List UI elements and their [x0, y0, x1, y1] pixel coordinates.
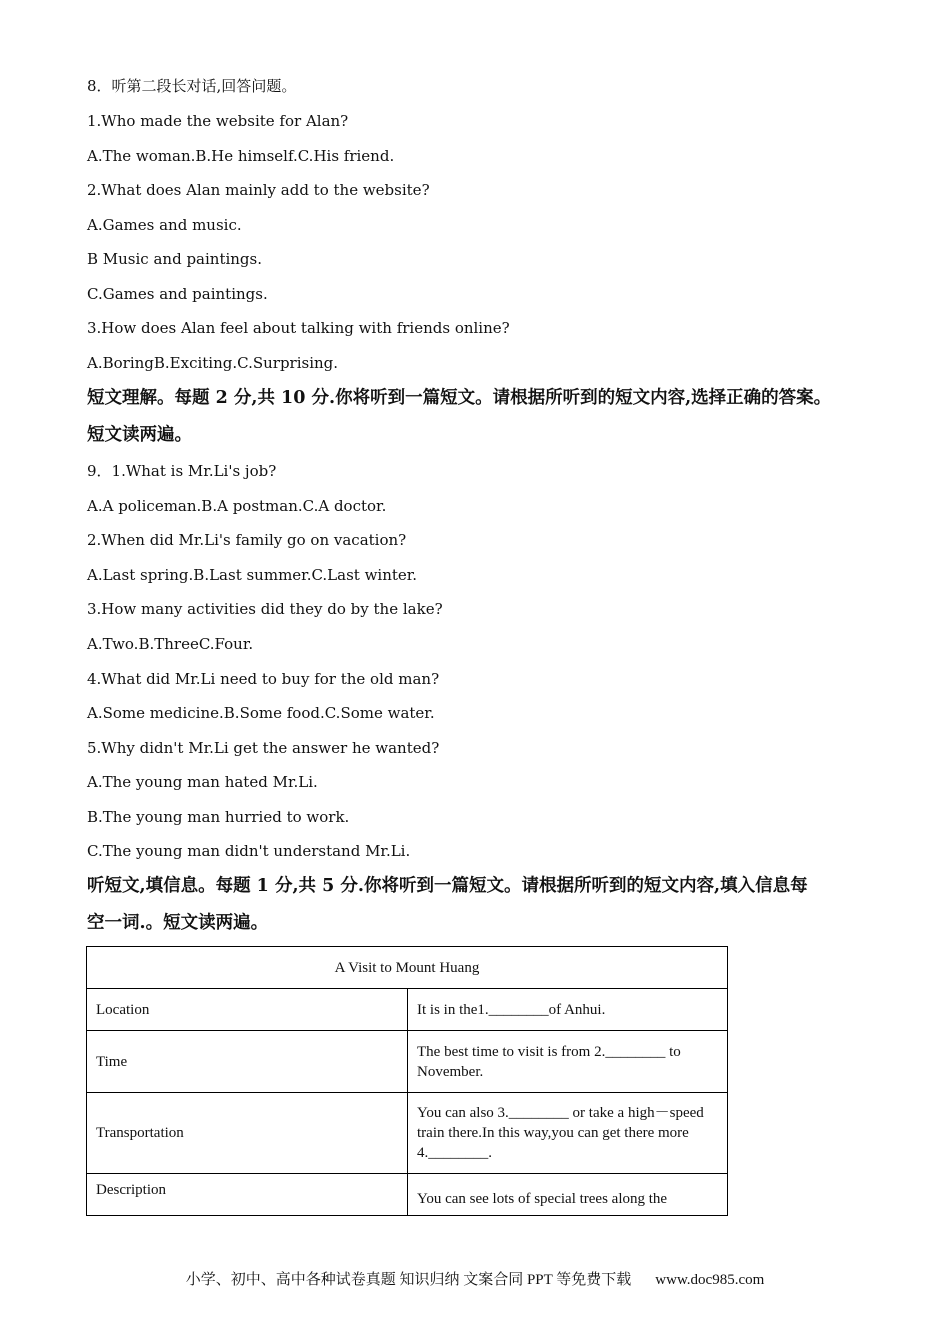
question-8-2-option-a: A.Games and music.: [87, 216, 242, 234]
table-cell-value: The best time to visit is from 2.________ to November.: [408, 1031, 728, 1093]
question-8-3: 3.How does Alan feel about talking with friends online?: [87, 319, 510, 337]
question-9-3: 3.How many activities did they do by the lake?: [87, 600, 443, 618]
table-cell-value: You can see lots of special trees along the: [408, 1174, 728, 1216]
question-8-1-options: A.The woman.B.He himself.C.His friend.: [87, 147, 395, 165]
question-9-4-options: A.Some medicine.B.Some food.C.Some water.: [87, 704, 435, 722]
table-cell-value: It is in the1.________of Anhui.: [408, 989, 728, 1031]
table-row: [87, 1093, 728, 1174]
footer-site: www.doc985.com: [655, 1272, 765, 1288]
question-9-2: 2.When did Mr.Li's family go on vacation?: [87, 531, 407, 549]
table-cell-value: You can also 3.________ or take a high－speed train there.In this way,you can get there more 4.________.: [408, 1093, 728, 1174]
table-cell-label: Transportation: [87, 1093, 408, 1174]
info-table: [86, 946, 728, 1216]
table-title-row: [87, 947, 728, 989]
question-9-2-options: A.Last spring.B.Last summer.C.Last winter.: [87, 566, 418, 584]
question-8-1: 1.Who made the website for Alan?: [87, 112, 349, 130]
footer-text: 小学、初中、高中各种试卷真题 知识归纳 文案合同 PPT 等免费下载: [185, 1272, 632, 1288]
question-9-5: 5.Why didn't Mr.Li get the answer he wanted?: [87, 739, 440, 757]
question-8-2: 2.What does Alan mainly add to the website?: [87, 181, 430, 199]
question-8-3-options: A.BoringB.Exciting.C.Surprising.: [87, 354, 339, 372]
question-9-3-options: A.Two.B.ThreeC.Four.: [87, 635, 254, 653]
table-cell-label: Time: [87, 1031, 408, 1093]
question-9-4: 4.What did Mr.Li need to buy for the old man?: [87, 670, 440, 688]
fill-instruction-line-1: 听短文,填信息。每题 1 分,共 5 分.你将听到一篇短文。请根据所听到的短文内容,填入信息每: [87, 876, 808, 896]
table-cell-label: Description: [87, 1174, 408, 1216]
question-9-5-option-c: C.The young man didn't understand Mr.Li.: [87, 842, 411, 860]
table-row: [87, 989, 728, 1031]
page-footer: [0, 1268, 950, 1289]
table-row: [87, 1174, 728, 1216]
section-8-heading: 8．听第二段长对话,回答问题。: [87, 77, 297, 95]
question-8-2-option-b: B Music and paintings.: [87, 250, 263, 268]
question-9-1: 9．1.What is Mr.Li's job?: [87, 462, 277, 480]
question-9-5-option-a: A.The young man hated Mr.Li.: [87, 773, 318, 791]
fill-instruction-line-2: 空一词.。短文读两遍。: [87, 913, 269, 933]
table-title: A Visit to Mount Huang: [87, 947, 728, 989]
table-cell-label: Location: [87, 989, 408, 1031]
instruction-line-2: 短文读两遍。: [87, 425, 192, 445]
table-row: [87, 1031, 728, 1093]
question-9-1-options: A.A policeman.B.A postman.C.A doctor.: [87, 497, 387, 515]
question-9-5-option-b: B.The young man hurried to work.: [87, 808, 350, 826]
question-8-2-option-c: C.Games and paintings.: [87, 285, 268, 303]
instruction-line-1: 短文理解。每题 2 分,共 10 分.你将听到一篇短文。请根据所听到的短文内容,选择正确的答案。: [87, 388, 832, 408]
